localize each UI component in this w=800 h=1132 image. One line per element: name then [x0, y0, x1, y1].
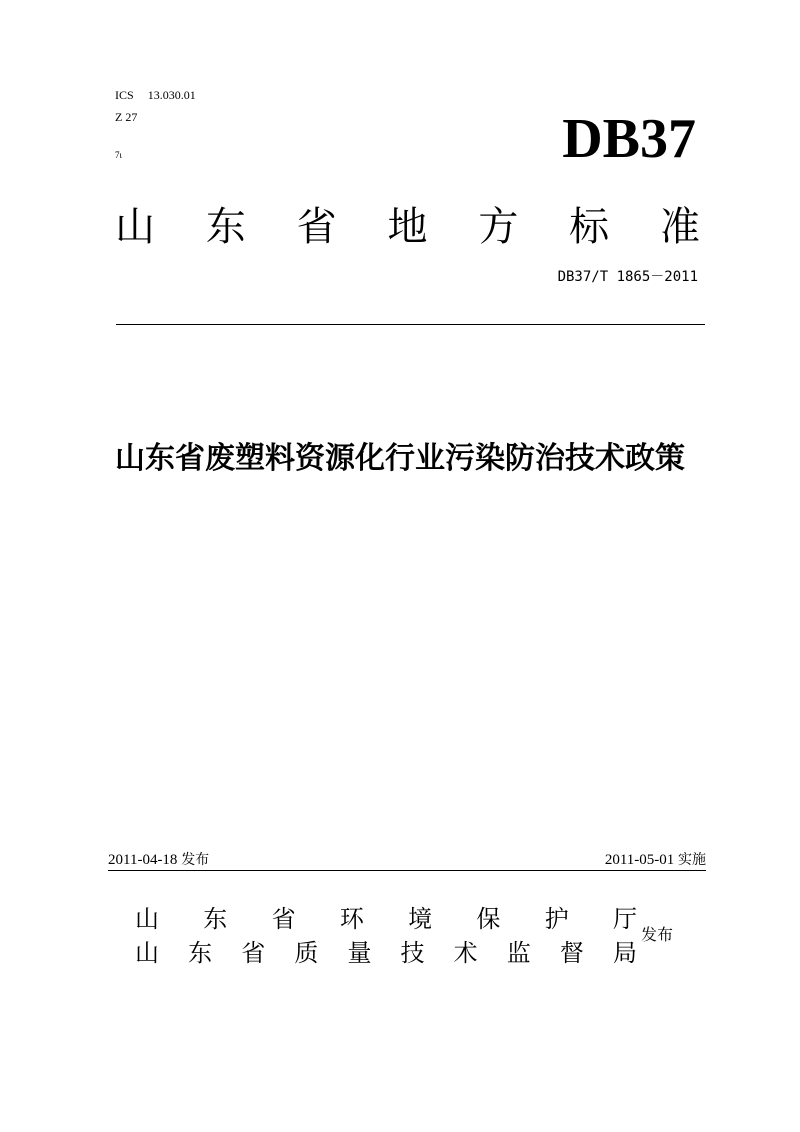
release-label: 发布 — [181, 852, 210, 868]
standard-type-char: 省 — [296, 204, 337, 250]
issuer-char: 厅 — [612, 905, 637, 933]
release-date-group — [108, 850, 209, 870]
standard-type-char: 标 — [569, 204, 610, 250]
issuer-environment-dept — [135, 904, 637, 934]
ics-code-line — [115, 87, 196, 103]
issuer-char: 环 — [339, 905, 364, 933]
publish-label: 发布 — [641, 925, 674, 944]
issuer-char: 省 — [271, 905, 296, 933]
issuer-char: 技 — [400, 939, 425, 967]
issuer-char: 省 — [241, 939, 266, 967]
standard-type-char: 东 — [205, 204, 246, 250]
release-date: 2011-04-18 — [108, 852, 178, 868]
document-title: 山东省废塑料资源化行业污染防治技术政策 — [115, 441, 685, 476]
implement-label: 实施 — [678, 852, 706, 868]
db-standard-mark: DB37 — [562, 108, 696, 170]
issuer-char: 境 — [408, 905, 433, 933]
implement-date-group — [605, 850, 706, 870]
issuer-char: 东 — [203, 905, 228, 933]
issuer-char: 质 — [294, 939, 319, 967]
issuer-char: 监 — [506, 939, 531, 967]
issuer-char: 术 — [453, 939, 478, 967]
standard-type-title — [115, 200, 700, 254]
issuer-char: 护 — [544, 905, 569, 933]
date-row — [108, 850, 706, 870]
standard-type-char: 方 — [478, 204, 519, 250]
date-divider — [108, 870, 706, 871]
issuer-char: 保 — [476, 905, 501, 933]
standard-type-char: 山 — [115, 204, 155, 250]
implement-date: 2011-05-01 — [604, 852, 675, 868]
header-divider — [116, 324, 705, 325]
issuer-quality-bureau — [135, 938, 637, 968]
ics-label: ICS — [115, 88, 134, 102]
standard-type-char: 准 — [659, 204, 700, 250]
classification-code: Z 27 — [115, 110, 138, 124]
issuer-char: 量 — [347, 939, 372, 967]
issuer-char: 东 — [188, 939, 213, 967]
standard-type-char: 地 — [387, 204, 428, 250]
filing-marker: 7ι — [115, 150, 122, 160]
issuer-char: 山 — [135, 939, 159, 967]
standard-number: DB37/T 1865－2011 — [557, 269, 698, 285]
issuer-char: 督 — [559, 939, 584, 967]
ics-code: 13.030.01 — [147, 88, 196, 102]
issuer-char: 山 — [135, 905, 159, 933]
issuer-char: 局 — [612, 939, 637, 967]
